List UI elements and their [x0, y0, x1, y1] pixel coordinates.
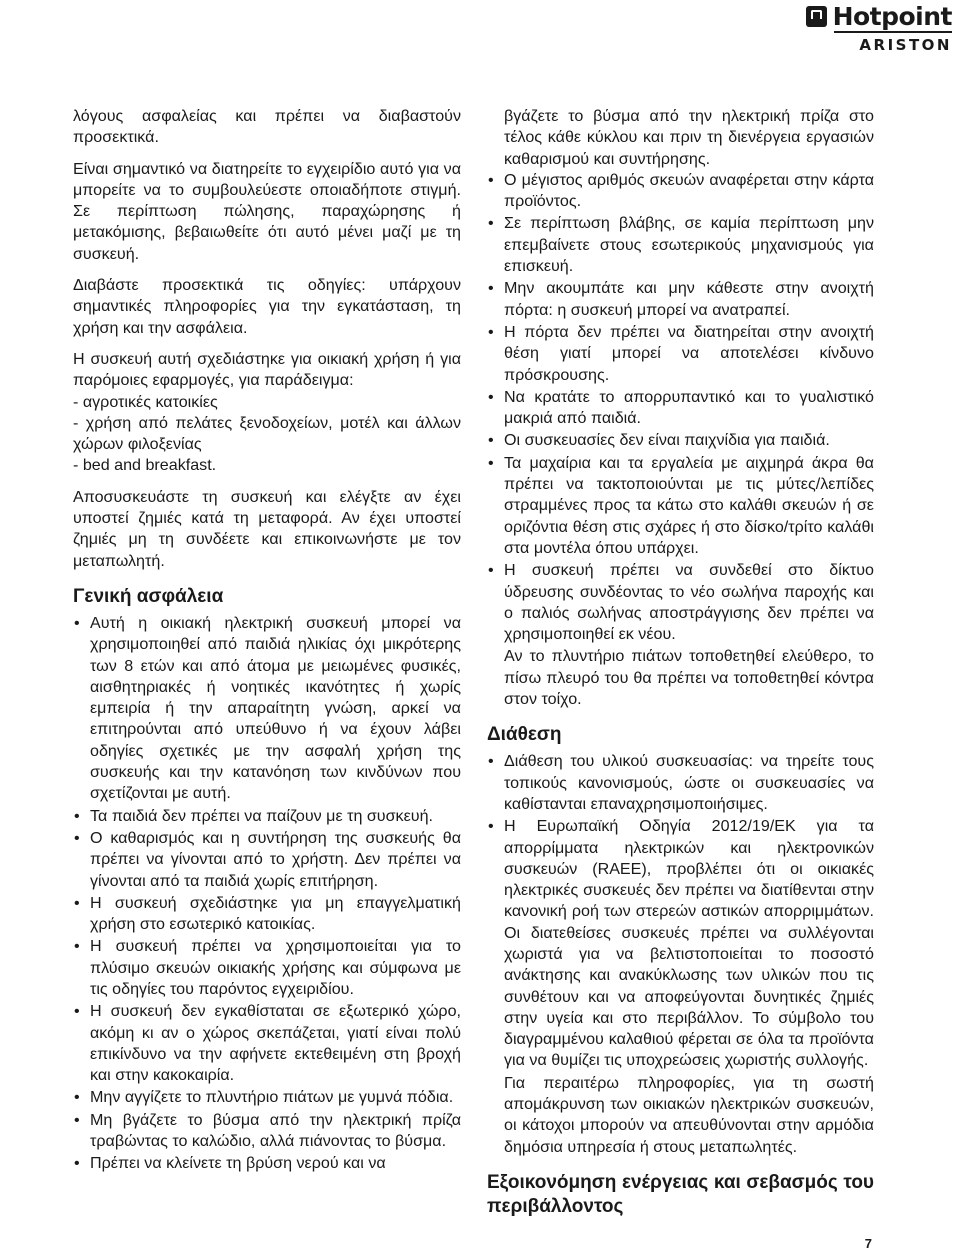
- list-item: • Ο καθαρισμός και η συντήρηση της συσκευής θα πρέπει να γίνονται από το χρήστη. Δεν πρέπει να γίνονται από τα παιδιά χωρίς επιτήρηση.: [73, 828, 461, 892]
- freestanding-note: Αν το πλυντήριο πιάτων τοποθετηθεί ελεύθερο, το πίσω πλευρό του θα πρέπει να τοποθετηθεί κόντρα στον τοίχο.: [504, 647, 874, 709]
- continuation-paragraph: βγάζετε το βύσμα από την ηλεκτρική πρίζα στο τέλος κάθε κύκλου και πριν τη διενέργεια εργασιών καθαρισμού και συντήρησης.: [504, 107, 874, 168]
- list-item: • Αυτή η οικιακή ηλεκτρική συσκευή μπορεί να χρησιμοποιηθεί από παιδιά ηλικίας όχι μικρότερης των 8 ετών και από άτομα με μειωμένες φυσικές, αισθητηριακές ή νοητικές ικανότητες ή χωρίς εμπειρία ή την απαραίτητη γνώση, αρκεί να επιτηρούνται από υπεύθυνο ή να έχουν λάβει οδηγίες σχετικές με την ασφαλή χρήση της συσκευής και την κατανόηση των κινδύνων που σχετίζονται με αυτή.: [73, 613, 461, 805]
- brand-divider: [834, 31, 952, 33]
- list-item: • Να κρατάτε το απορρυπαντικό και το γυαλιστικό μακριά από παιδιά.: [487, 387, 874, 430]
- left-column: [73, 106, 461, 1176]
- safety-list-continued: [487, 170, 874, 646]
- list-item: • Τα παιδιά δεν πρέπει να παίζουν με τη συσκευή.: [73, 806, 461, 827]
- list-item: • Η συσκευή σχεδιάστηκε για μη επαγγελματική χρήση στο εσωτερικό κατοικίας.: [73, 893, 461, 936]
- intro-paragraph-1: λόγους ασφαλείας και πρέπει να διαβαστούν προσεκτικά.: [73, 107, 461, 147]
- list-item: • Διάθεση του υλικού συσκευασίας: να τηρείτε τους τοπικούς κανονισμούς, ώστε οι συσκευασίες να καθίστανται επαναχρησιμοποιήσιμες.: [487, 751, 874, 815]
- list-item: • Οι συσκευασίες δεν είναι παιχνίδια για παιδιά.: [487, 430, 874, 451]
- right-column: [487, 106, 874, 1223]
- disposal-list: [487, 751, 874, 1071]
- list-item: • Ο μέγιστος αριθμός σκευών αναφέρεται στην κάρτα προϊόντος.: [487, 170, 874, 213]
- brand-logo: [735, 2, 960, 54]
- list-item: • Η Ευρωπαϊκή Οδηγία 2012/19/ΕΚ για τα απορρίμματα ηλεκτρικών και ηλεκτρονικών συσκευών (RAEE), προβλέπει ότι οι οικιακές ηλεκτρικές συσκευές δεν πρέπει να διατίθενται στην κανονική ροή των στερεών αστικών απορριμμάτων. Οι διατεθείσες συσκευές πρέπει να συλλέγονται χωριστά για να βελτιστοποιείται το ποσοστό ανάκτησης και ανακύκλωσης των υλικών που τις συνθέτουν και να αποφεύγονται δυνητικές ζημιές στην υγεία και στο περιβάλλον. Το σύμβολο του διαγραμμένου καλαθιού φέρεται σε όλα τα προϊόντα για να θυμίζει τις υποχρεώσεις χωριστής συλλογής.: [487, 816, 874, 1072]
- list-item: • Η συσκευή πρέπει να χρησιμοποιείται για το πλύσιμο σκευών οικιακής χρήσης και σύμφωνα με τις οδηγίες του παρόντος εγχειριδίου.: [73, 936, 461, 1000]
- use-line: - bed and breakfast.: [73, 456, 217, 475]
- intro-paragraph-2: Είναι σημαντικό να διατηρείτε το εγχειρίδιο αυτό για να μπορείτε να το συμβουλεύεστε οποιαδήποτε στιγμή. Σε περίπτωση πώλησης, παραχώρησης ή μετακόμισης, βεβαιωθείτε ότι αυτό μένει μαζί με τη συσκευή.: [73, 159, 461, 263]
- list-item: • Η πόρτα δεν πρέπει να διατηρείται στην ανοιχτή θέση γιατί μπορεί να αποτελέσει κίνδυνο πρόσκρουσης.: [487, 322, 874, 386]
- safety-list: [73, 613, 461, 1175]
- brand-name: Hotpoint: [832, 1, 952, 31]
- brand-sub: ARISTON: [859, 36, 952, 54]
- list-item: • Τα μαχαίρια και τα εργαλεία με αιχμηρά άκρα θα πρέπει να τακτοποιούνται με τις μύτες/λεπίδες στραμμένες προς τα κάτω στο καλάθι σκευών ή σε οριζόντια θέση στις σχάρες ή στο δίσκο/τρίτο καλάθι στα μοντέλα όπου υπάρχει.: [487, 453, 874, 559]
- intended-use-block: [73, 349, 461, 477]
- list-item: • Πρέπει να κλείνετε τη βρύση νερού και να: [73, 1153, 461, 1174]
- energy-saving-heading: Εξοικονόμηση ενέργειας και σεβασμός του περιβάλλοντος: [487, 1171, 874, 1217]
- list-item: • Η συσκευή δεν εγκαθίσταται σε εξωτερικό χώρο, ακόμη κι αν ο χώρος σκεπάζεται, γιατί είναι πολύ επικίνδυνο να την αφήνετε εκτεθειμένη στη βροχή και στην κακοκαιρία.: [73, 1001, 461, 1086]
- page-number: 7: [864, 1236, 872, 1251]
- list-item: • Μην αγγίζετε το πλυντήριο πιάτων με γυμνά πόδια.: [73, 1087, 461, 1108]
- general-safety-heading: Γενική ασφάλεια: [73, 585, 224, 607]
- list-item: • Σε περίπτωση βλάβης, σε καμία περίπτωση μην επεμβαίνετε στους εσωτερικούς μηχανισμούς για επισκευή.: [487, 213, 874, 277]
- intro-paragraph-3: Διαβάστε προσεκτικά τις οδηγίες: υπάρχουν σημαντικές πληροφορίες για την εγκατάσταση, τη χρήση και την ασφάλεια.: [73, 276, 461, 337]
- use-line: Η συσκευή αυτή σχεδιάστηκε για οικιακή χρήση ή για παρόμοιες εφαρμογές, για παράδειγμα:: [73, 349, 461, 390]
- disposal-heading: Διάθεση: [487, 724, 562, 746]
- disposal-more-paragraph: Για περαιτέρω πληροφορίες, για τη σωστή απομάκρυνση των οικιακών ηλεκτρικών συσκευών, οι κάτοχοι μπορούν να απευθύνονται στην αρμόδια δημόσια υπηρεσία ή στους μεταπωλητές.: [504, 1073, 874, 1156]
- list-item: • Μη βγάζετε το βύσμα από την ηλεκτρική πρίζα τραβώντας το καλώδιο, αλλά πιάνοντας το βύσμα.: [73, 1110, 461, 1153]
- unpack-paragraph: Αποσυσκευάστε τη συσκευή και ελέγξτε αν έχει υποστεί ζημιές κατά τη μεταφορά. Αν έχει υποστεί ζημιές μη τη συνδέετε και επικοινωνήστε με τον μεταπωλητή.: [73, 487, 461, 570]
- use-line: - αγροτικές κατοικίες: [73, 392, 218, 411]
- brand-logo-top: [806, 2, 952, 30]
- list-item: • Η συσκευή πρέπει να συνδεθεί στο δίκτυο ύδρευσης συνδέοντας το νέο σωλήνα παροχής και ο παλιός σωλήνας αποστράγγισης δεν πρέπει να χρησιμοποιηθεί εκ νέου.: [487, 560, 874, 645]
- hotpoint-logo-icon: [806, 6, 827, 27]
- use-line: - χρήση από πελάτες ξενοδοχείων, μοτέλ και άλλων χώρων φιλοξενίας: [73, 413, 461, 454]
- list-item: • Μην ακουμπάτε και μην κάθεστε στην ανοιχτή πόρτα: η συσκευή μπορεί να ανατραπεί.: [487, 278, 874, 321]
